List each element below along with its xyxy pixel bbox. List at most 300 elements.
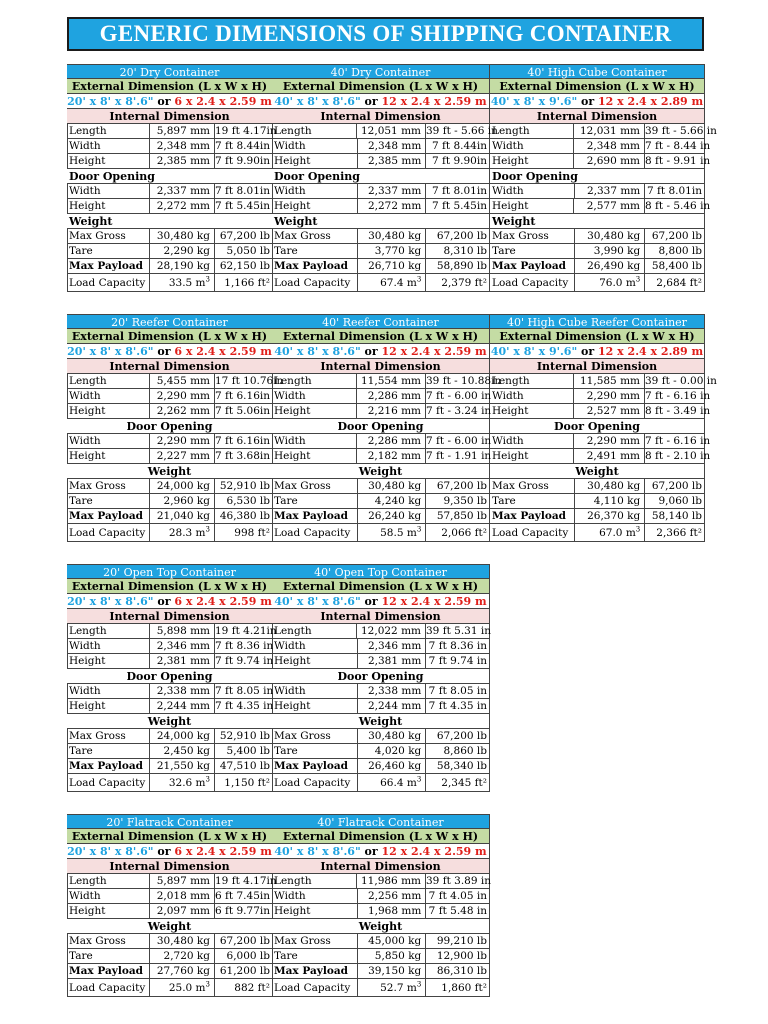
table-row	[490, 154, 711, 169]
door-opening-label: Door Opening	[490, 419, 705, 434]
row-label: Tare	[490, 244, 575, 258]
metric-value: 28.3 $m^3$	[150, 524, 215, 541]
weight-label: Weight	[490, 214, 705, 229]
metric-value: 5,898 mm	[150, 624, 215, 638]
row-label: Max Gross	[67, 229, 150, 243]
metric-value: 2,256 mm	[358, 889, 427, 903]
row-label: Tare	[272, 949, 358, 963]
imperial-value: 12,900 lb	[436, 950, 487, 962]
weight-label: Weight	[67, 214, 273, 229]
row-label: Max Payload	[67, 759, 150, 773]
metric-value: 12,022 mm	[357, 624, 426, 638]
row-label: Height	[272, 654, 358, 668]
external-dimension-label: External Dimension (L x W x H)	[67, 329, 273, 344]
metric-value: 24,000 kg	[150, 729, 215, 743]
metric-value: 21,040 kg	[150, 509, 215, 523]
external-dimension-label: External Dimension (L x W x H)	[272, 579, 490, 594]
metric-value: 2,244 mm	[358, 699, 427, 713]
external-dimension-label: External Dimension (L x W x H)	[490, 79, 705, 94]
metric-value: 66.4 $m^3$	[358, 774, 427, 791]
table-row	[67, 979, 273, 997]
table-row	[490, 449, 711, 464]
imperial-value: 7 ft 9.90in	[432, 155, 487, 167]
or-text: or	[364, 595, 378, 608]
metric-value: 2,338 mm	[358, 684, 427, 698]
imperial-value: 58,140 lb	[651, 510, 702, 522]
row-label: Width	[67, 889, 150, 903]
table-row	[67, 434, 273, 449]
metric-value: 26,240 kg	[358, 509, 427, 523]
imperial-dimension: 40' x 8' x 8'.6"	[274, 845, 361, 858]
container-header: 40' High Cube Reefer Container	[490, 314, 705, 329]
page-title: GENERIC DIMENSIONS OF SHIPPING CONTAINER	[67, 17, 704, 51]
imperial-value: 67,200 lb	[436, 730, 487, 742]
table-row	[272, 699, 490, 714]
cubic-superscript: 3	[205, 525, 210, 534]
table-row	[490, 434, 711, 449]
imperial-value: 5,050 lb	[226, 245, 270, 257]
or-text: or	[364, 845, 378, 858]
imperial-value: 7 ft - 1.91 in	[426, 450, 492, 462]
cubic-superscript: 3	[635, 275, 641, 284]
row-label: Height	[490, 449, 574, 463]
or-text: or	[157, 595, 171, 608]
metric-value: 45,000 kg	[358, 934, 427, 948]
table-row	[272, 759, 490, 774]
row-label: Length	[272, 374, 357, 388]
imperial-value: 7 ft 4.35 in	[215, 700, 274, 712]
door-opening-label: Door Opening	[490, 169, 705, 184]
table-row	[67, 404, 273, 419]
weight-label: Weight	[272, 919, 490, 934]
metric-value: 2,216 mm	[357, 404, 426, 418]
or-text: or	[364, 345, 378, 358]
table-row	[272, 934, 490, 949]
metric-value: 76.0 $m^3$	[575, 274, 646, 291]
imperial-value: 7 ft 5.45in	[432, 200, 487, 212]
imperial-value: 6 ft 9.77in	[215, 905, 270, 917]
metric-value: 2,290 mm	[150, 434, 215, 448]
internal-dimension-label: Internal Dimension	[67, 109, 273, 124]
imperial-value: 7 ft 4.35 in	[428, 700, 487, 712]
table-row	[67, 124, 277, 139]
weight-label: Weight	[272, 464, 490, 479]
imperial-value: 8 ft - 2.10 in	[645, 450, 711, 462]
row-label: Max Payload	[272, 509, 358, 523]
table-row	[490, 199, 711, 214]
table-row	[490, 229, 705, 244]
row-label: Length	[490, 124, 574, 138]
table-row	[272, 374, 502, 389]
row-label: Max Gross	[490, 479, 575, 493]
row-label: Length	[67, 624, 150, 638]
imperial-value: 8,860 lb	[443, 745, 487, 757]
imperial-value: 39 ft 3.89 in	[426, 875, 491, 887]
row-label: Max Gross	[272, 229, 358, 243]
table-row	[490, 479, 705, 494]
row-label: Load Capacity	[272, 774, 358, 791]
metric-value: 2,338 mm	[150, 684, 215, 698]
metric-value: 2,262 mm	[150, 404, 215, 418]
table-row	[272, 654, 490, 669]
internal-dimension-label: Internal Dimension	[67, 859, 273, 874]
table-row	[490, 509, 705, 524]
row-label: Width	[490, 139, 574, 153]
row-label: Tare	[272, 494, 358, 508]
imperial-value: 1,166 ft²	[224, 277, 270, 289]
door-opening-label: Door Opening	[67, 419, 273, 434]
table-row	[272, 744, 490, 759]
row-label: Tare	[67, 744, 150, 758]
metric-value: 30,480 kg	[150, 934, 215, 948]
table-row	[67, 759, 273, 774]
table-row	[67, 274, 273, 292]
table-row	[67, 449, 273, 464]
internal-dimension-label: Internal Dimension	[490, 359, 705, 374]
external-dimension-label: External Dimension (L x W x H)	[67, 829, 273, 844]
cubic-superscript: 3	[416, 980, 422, 989]
row-label: Max Payload	[272, 964, 358, 978]
row-label: Width	[67, 184, 150, 198]
metric-value: 26,710 kg	[358, 259, 427, 273]
row-label: Tare	[67, 949, 150, 963]
imperial-value: 7 ft 9.74 in	[428, 655, 487, 667]
metric-value: 24,000 kg	[150, 479, 215, 493]
row-label: Width	[490, 434, 574, 448]
external-dimension-values	[490, 344, 705, 359]
imperial-value: 7 ft - 6.00 in	[426, 435, 492, 447]
row-label: Max Payload	[67, 509, 150, 523]
external-dimension-values	[272, 844, 490, 859]
row-label: Height	[67, 699, 150, 713]
metric-dimension: 12 x 2.4 x 2.59 m	[381, 595, 487, 608]
weight-label: Weight	[490, 464, 705, 479]
row-label: Width	[272, 684, 358, 698]
container-header: 40' Reefer Container	[272, 314, 490, 329]
row-label: Max Payload	[67, 964, 150, 978]
metric-value: 2,018 mm	[150, 889, 215, 903]
metric-value: 2,290 mm	[150, 389, 215, 403]
table-row	[272, 259, 490, 274]
row-label: Height	[490, 199, 574, 213]
imperial-value: 39 ft 5.31 in	[426, 625, 491, 637]
table-row	[67, 229, 273, 244]
imperial-value: 7 ft 4.05 in	[428, 890, 487, 902]
table-row	[272, 889, 490, 904]
metric-value: 2,290 kg	[150, 244, 215, 258]
external-dimension-label: External Dimension (L x W x H)	[67, 579, 273, 594]
table-row	[67, 524, 273, 542]
row-label: Height	[272, 449, 357, 463]
table-row	[67, 654, 273, 669]
imperial-value: 882 ft²	[234, 982, 270, 994]
row-label: Width	[490, 389, 574, 403]
imperial-value: 67,200 lb	[651, 480, 702, 492]
metric-value: 11,585 mm	[574, 374, 645, 388]
cubic-superscript: 3	[416, 775, 422, 784]
metric-value: 30,480 kg	[150, 229, 215, 243]
imperial-value: 62,150 lb	[219, 260, 270, 272]
metric-value: 5,850 kg	[358, 949, 427, 963]
row-label: Tare	[67, 494, 150, 508]
row-label: Width	[272, 389, 357, 403]
metric-value: 2,227 mm	[150, 449, 215, 463]
row-label: Height	[272, 404, 357, 418]
external-dimension-label: External Dimension (L x W x H)	[67, 79, 273, 94]
imperial-value: 7 ft 6.16in	[215, 435, 270, 447]
imperial-value: 5,400 lb	[226, 745, 270, 757]
imperial-value: 1,150 ft²	[224, 777, 270, 789]
container-column	[490, 64, 717, 292]
row-label: Width	[272, 639, 358, 653]
table-row	[67, 154, 273, 169]
weight-label: Weight	[272, 214, 490, 229]
external-dimension-values	[490, 94, 705, 109]
row-label: Max Payload	[67, 259, 150, 273]
row-label: Max Payload	[272, 259, 358, 273]
imperial-value: 39 ft - 0.00 in	[645, 375, 717, 387]
metric-dimension: 6 x 2.4 x 2.59 m	[174, 595, 272, 608]
row-label: Max Payload	[490, 259, 575, 273]
metric-value: 4,020 kg	[358, 744, 427, 758]
row-label: Height	[272, 154, 358, 168]
container-column	[67, 564, 277, 792]
imperial-value: 2,379 ft²	[441, 277, 487, 289]
table-row	[67, 964, 273, 979]
table-row	[490, 259, 705, 274]
metric-value: 2,346 mm	[358, 639, 427, 653]
external-dimension-values	[67, 594, 273, 609]
row-label: Width	[67, 389, 150, 403]
metric-value: 33.5 $m^3$	[150, 274, 215, 291]
metric-dimension: 12 x 2.4 x 2.59 m	[381, 95, 487, 108]
table-row	[490, 244, 705, 259]
imperial-value: 7 ft - 6.16 in	[645, 390, 711, 402]
metric-value: 2,337 mm	[150, 184, 215, 198]
imperial-value: 39 ft - 5.66 in	[645, 125, 717, 137]
table-row	[67, 699, 273, 714]
row-label: Length	[272, 874, 357, 888]
metric-value: 2,337 mm	[358, 184, 427, 198]
container-header: 40' Open Top Container	[272, 564, 490, 579]
metric-value: 27,760 kg	[150, 964, 215, 978]
metric-value: 26,460 kg	[358, 759, 427, 773]
weight-label: Weight	[67, 714, 273, 729]
metric-value: 2,385 mm	[150, 154, 215, 168]
cubic-superscript: 3	[635, 525, 641, 534]
metric-value: 26,370 kg	[575, 509, 646, 523]
imperial-value: 99,210 lb	[436, 935, 487, 947]
imperial-value: 8 ft - 3.49 in	[645, 405, 711, 417]
imperial-value: 7 ft 8.36 in	[428, 640, 487, 652]
container-table-group	[67, 814, 490, 997]
row-label: Length	[272, 624, 357, 638]
table-row	[272, 639, 490, 654]
external-dimension-values	[272, 594, 490, 609]
table-row	[272, 774, 490, 792]
row-label: Length	[490, 374, 574, 388]
imperial-value: 6 ft 7.45in	[215, 890, 270, 902]
container-header: 20' Reefer Container	[67, 314, 273, 329]
row-label: Width	[272, 139, 358, 153]
imperial-value: 67,200 lb	[219, 230, 270, 242]
row-label: Height	[490, 404, 574, 418]
row-label: Width	[67, 434, 150, 448]
row-label: Tare	[67, 244, 150, 258]
table-row	[272, 494, 490, 509]
external-dimension-label: External Dimension (L x W x H)	[490, 329, 705, 344]
table-row	[67, 199, 273, 214]
external-dimension-values	[272, 94, 490, 109]
door-opening-label: Door Opening	[272, 169, 490, 184]
imperial-value: 7 ft 8.01in	[432, 185, 487, 197]
metric-value: 3,770 kg	[358, 244, 427, 258]
imperial-value: 8,310 lb	[443, 245, 487, 257]
table-row	[272, 729, 490, 744]
imperial-value: 61,200 lb	[219, 965, 270, 977]
imperial-value: 67,200 lb	[436, 230, 487, 242]
container-header: 40' Dry Container	[272, 64, 490, 79]
container-header: 40' Flatrack Container	[272, 814, 490, 829]
imperial-value: 7 ft 9.74 in	[215, 655, 274, 667]
container-header: 20' Open Top Container	[67, 564, 273, 579]
table-row	[272, 949, 490, 964]
row-label: Max Payload	[490, 509, 575, 523]
metric-value: 25.0 $m^3$	[150, 979, 215, 996]
metric-value: 30,480 kg	[358, 229, 427, 243]
row-label: Tare	[272, 744, 358, 758]
table-row	[67, 259, 273, 274]
row-label: Load Capacity	[67, 274, 150, 291]
row-label: Width	[272, 434, 357, 448]
imperial-dimension: 20' x 8' x 8'.6"	[67, 345, 154, 358]
imperial-value: 8,800 lb	[658, 245, 702, 257]
imperial-value: 2,066 ft²	[441, 527, 487, 539]
table-row	[67, 639, 273, 654]
table-row	[67, 244, 273, 259]
imperial-value: 7 ft 8.05 in	[428, 685, 487, 697]
imperial-value: 7 ft 8.01in	[215, 185, 270, 197]
imperial-dimension: 40' x 8' x 9'.6"	[490, 95, 578, 108]
metric-value: 2,577 mm	[574, 199, 645, 213]
row-label: Max Gross	[67, 934, 150, 948]
metric-value: 32.6 $m^3$	[150, 774, 215, 791]
container-column	[67, 314, 284, 542]
metric-value: 2,290 mm	[574, 389, 645, 403]
imperial-value: 17 ft 10.76in	[215, 375, 284, 387]
table-row	[272, 979, 490, 997]
row-label: Load Capacity	[272, 979, 358, 996]
row-label: Width	[67, 139, 150, 153]
or-text: or	[157, 95, 171, 108]
table-row	[67, 904, 273, 919]
metric-value: 5,455 mm	[150, 374, 215, 388]
metric-value: 2,381 mm	[150, 654, 215, 668]
metric-value: 12,031 mm	[574, 124, 645, 138]
table-row	[490, 524, 705, 542]
imperial-value: 7 ft 3.68in	[215, 450, 270, 462]
metric-value: 2,348 mm	[574, 139, 645, 153]
imperial-dimension: 40' x 8' x 8'.6"	[274, 95, 361, 108]
container-header: 20' Dry Container	[67, 64, 273, 79]
internal-dimension-label: Internal Dimension	[67, 609, 273, 624]
row-label: Width	[272, 889, 358, 903]
metric-dimension: 6 x 2.4 x 2.59 m	[174, 95, 272, 108]
metric-value: 67.4 $m^3$	[358, 274, 427, 291]
row-label: Load Capacity	[67, 524, 150, 541]
table-row	[67, 889, 273, 904]
table-row	[67, 934, 273, 949]
row-label: Height	[272, 199, 358, 213]
imperial-value: 39 ft - 10.88in	[426, 375, 502, 387]
metric-value: 3,990 kg	[575, 244, 646, 258]
external-dimension-label: External Dimension (L x W x H)	[272, 829, 490, 844]
metric-value: 67.0 $m^3$	[575, 524, 646, 541]
metric-value: 2,290 mm	[574, 434, 645, 448]
table-row	[272, 389, 490, 404]
imperial-value: 6,000 lb	[226, 950, 270, 962]
row-label: Length	[67, 374, 150, 388]
imperial-dimension: 20' x 8' x 8'.6"	[67, 95, 154, 108]
imperial-value: 9,350 lb	[443, 495, 487, 507]
table-row	[67, 509, 273, 524]
metric-value: 30,480 kg	[575, 479, 646, 493]
metric-value: 2,097 mm	[150, 904, 215, 918]
row-label: Height	[67, 904, 150, 918]
imperial-dimension: 40' x 8' x 9'.6"	[490, 345, 578, 358]
imperial-value: 47,510 lb	[219, 760, 270, 772]
table-row	[67, 184, 273, 199]
table-row	[67, 374, 284, 389]
external-dimension-label: External Dimension (L x W x H)	[272, 329, 490, 344]
row-label: Height	[67, 404, 150, 418]
table-row	[67, 479, 273, 494]
imperial-value: 19 ft 4.21in	[215, 625, 277, 637]
table-row	[272, 479, 490, 494]
table-row	[67, 729, 273, 744]
table-row	[490, 124, 717, 139]
imperial-dimension: 20' x 8' x 8'.6"	[67, 595, 154, 608]
external-dimension-values	[67, 94, 273, 109]
metric-dimension: 12 x 2.4 x 2.59 m	[381, 345, 487, 358]
metric-dimension: 12 x 2.4 x 2.59 m	[381, 845, 487, 858]
metric-value: 2,720 kg	[150, 949, 215, 963]
row-label: Length	[272, 124, 357, 138]
internal-dimension-label: Internal Dimension	[272, 609, 490, 624]
imperial-value: 2,684 ft²	[656, 277, 702, 289]
metric-value: 30,480 kg	[575, 229, 646, 243]
imperial-value: 7 ft 8.01in	[647, 185, 702, 197]
container-column	[67, 64, 277, 292]
or-text: or	[364, 95, 378, 108]
imperial-value: 6,530 lb	[226, 495, 270, 507]
imperial-value: 7 ft 9.90in	[215, 155, 270, 167]
imperial-value: 67,200 lb	[219, 935, 270, 947]
imperial-value: 7 ft 5.45in	[215, 200, 270, 212]
container-column	[272, 564, 490, 792]
row-label: Height	[67, 154, 150, 168]
door-opening-label: Door Opening	[272, 669, 490, 684]
door-opening-label: Door Opening	[67, 169, 273, 184]
container-column	[490, 314, 717, 542]
row-label: Width	[67, 684, 150, 698]
metric-value: 28,190 kg	[150, 259, 215, 273]
or-text: or	[157, 345, 171, 358]
table-row	[67, 624, 277, 639]
metric-value: 5,897 mm	[150, 874, 215, 888]
metric-dimension: 6 x 2.4 x 2.59 m	[174, 345, 272, 358]
imperial-value: 58,890 lb	[436, 260, 487, 272]
